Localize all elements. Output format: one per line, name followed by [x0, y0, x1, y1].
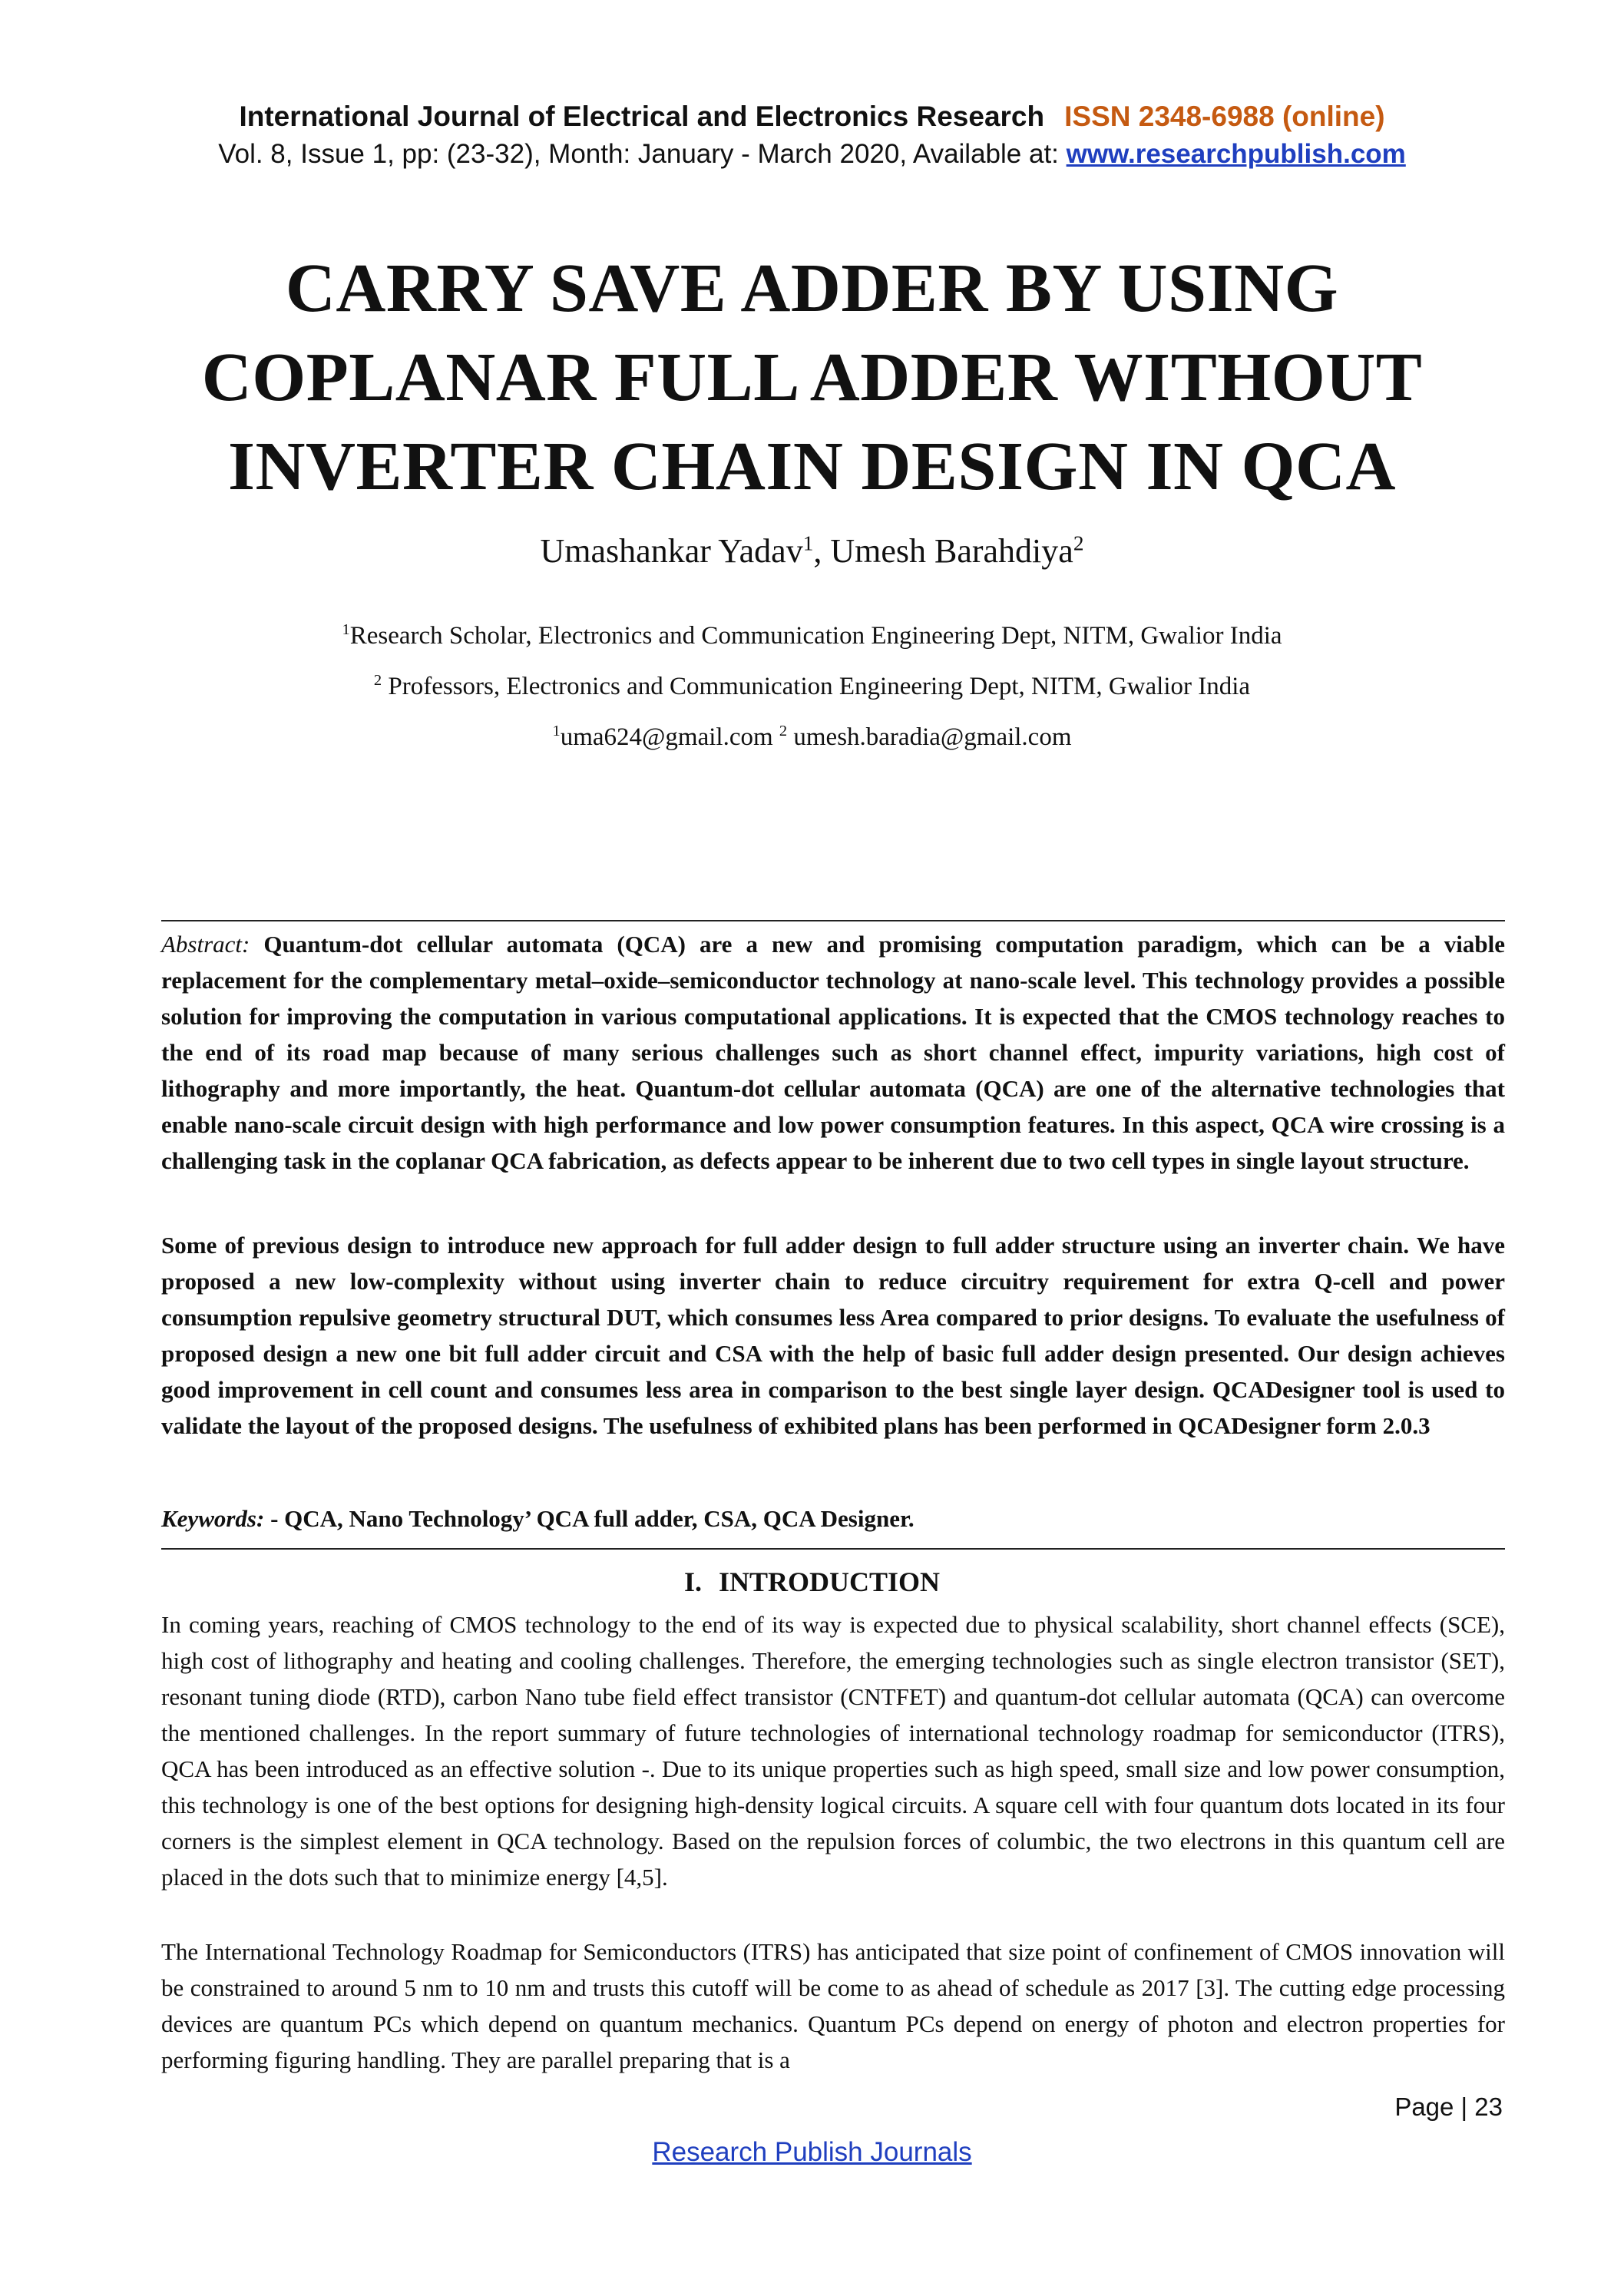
keywords: [161, 1500, 1505, 1537]
issn: ISSN 2348-6988 (online): [1064, 101, 1385, 132]
affiliation-2-sup: 2: [373, 672, 382, 689]
author-1-sup: 1: [802, 531, 814, 555]
keywords-label: Keywords:: [161, 1505, 265, 1532]
title-line-1: CARRY SAVE ADDER BY USING: [285, 250, 1339, 326]
title-line-3: INVERTER CHAIN DESIGN IN QCA: [227, 428, 1397, 505]
author-emails: [0, 720, 1624, 754]
email-1-sup: 1: [552, 723, 561, 739]
journal-name: International Journal of Electrical and Electronics Research: [239, 101, 1045, 132]
running-header: [0, 98, 1624, 174]
author-2-sup: 2: [1073, 531, 1084, 555]
paper-title: [115, 244, 1509, 511]
title-line-2: COPLANAR FULL ADDER WITHOUT: [201, 339, 1423, 415]
affiliation-1-sup: 1: [342, 621, 350, 638]
journal-line: [0, 98, 1624, 135]
author-separator: ,: [813, 532, 831, 570]
email-1: uma624@gmail.com: [560, 723, 779, 751]
intro-paragraph-2: The International Technology Roadmap for Semiconductors (ITRS) has anticipated that size point of confinement of CMOS innovation will be constrained to around 5 nm to 10 nm and trusts this cutoff will be come to as ahead of schedule as 2017 [3]. The cutting edge processing devices are quantum PCs which depend on quantum mechanics. Quantum PCs depend on energy of photon and electron properties for performing figuring handling. They are parallel preparing that is a: [161, 1938, 1505, 2073]
publisher-link[interactable]: Research Publish Journals: [652, 2137, 972, 2167]
abstract-label: Abstract:: [161, 931, 250, 958]
abstract-text-1: Quantum-dot cellular automata (QCA) are a new and promising computation paradigm, which can be a viable replacement for the complementary metal–oxide–semiconductor technology at nano-scale level. This technology provides a possible solution for improving the computation in various computational applications. It is expected that the CMOS technology reaches to the end of its road map because of many serious challenges such as short channel effect, impurity variations, high cost of lithography and more importantly, the heat. Quantum-dot cellular automata (QCA) are one of the alternative technologies that enable nano-scale circuit design with high performance and low power consumption features. In this aspect, QCA wire crossing is a challenging task in the coplanar QCA fabrication, as defects appear to be inherent due to two cell types in single layout structure.: [161, 931, 1505, 1174]
affiliation-2-text: Professors, Electronics and Communication Engineering Dept, NITM, Gwalior India: [382, 673, 1251, 700]
affiliation-1-text: Research Scholar, Electronics and Communication Engineering Dept, NITM, Gwalior India: [349, 622, 1282, 650]
abstract-top-rule: [161, 920, 1505, 921]
keywords-text: - QCA, Nano Technology’ QCA full adder, CSA, QCA Designer.: [264, 1505, 915, 1532]
affiliation-2: [0, 670, 1624, 703]
volume-info: Vol. 8, Issue 1, pp: (23-32), Month: January - March 2020, Available at:: [218, 139, 1067, 169]
intro-paragraph-1: In coming years, reaching of CMOS technology to the end of its way is expected due to physical scalability, short channel effects (SCE), high cost of lithography and heating and cooling challenges. Therefore, the emerging technologies such as single electron transistor (SET), resonant tuning diode (RTD), carbon Nano tube field effect transistor (CNTFET) and quantum-dot cellular automata (QCA) can overcome the mentioned challenges. In the report summary of future technologies of international technology roadmap for semiconductor (ITRS), QCA has been introduced as an effective solution -. Due to its unique properties such as high speed, small size and low power consumption, this technology is one of the best options for designing high-density logical circuits. A square cell with four quantum dots located in its four corners is the simplest element in QCA technology. Based on the repulsion forces of columbic, the two electrons in this quantum cell are placed in the dots such that to minimize energy [4,5].: [161, 1611, 1505, 1891]
affiliation-1: [0, 619, 1624, 653]
author-1: Umashankar Yadav: [540, 532, 803, 570]
page-number: Page | 23: [1394, 2093, 1503, 2121]
abstract-paragraph-2: Some of previous design to introduce new approach for full adder design to full adder structure using an inverter chain. We have proposed a new low-complexity without using inverter chain to reduce circuitry requirement for extra Q-cell and power consumption repulsive geometry structural DUT, which consumes less Area compared to prior designs. To evaluate the usefulness of proposed design a new one bit full adder circuit and CSA with the help of basic full adder design presented. Our design achieves good improvement in cell count and consumes less area in comparison to the best single layer design. QCADesigner tool is used to validate the layout of the proposed designs. The usefulness of exhibited plans has been performed in QCADesigner form 2.0.3: [161, 1232, 1505, 1439]
publisher-footer: [0, 2135, 1624, 2170]
abstract-paragraph-1: [161, 926, 1505, 1179]
author-list: [0, 530, 1624, 573]
author-2: Umesh Barahdiya: [830, 532, 1073, 570]
email-2-sup: 2: [779, 723, 788, 739]
email-2: umesh.baradia@gmail.com: [787, 723, 1072, 751]
section-heading: [0, 1560, 1624, 1603]
website-link[interactable]: www.researchpublish.com: [1066, 139, 1406, 169]
abstract-bottom-rule: [161, 1548, 1505, 1550]
section-number: I.: [683, 1567, 702, 1597]
section-title: INTRODUCTION: [718, 1567, 941, 1597]
volume-line: [0, 135, 1624, 174]
